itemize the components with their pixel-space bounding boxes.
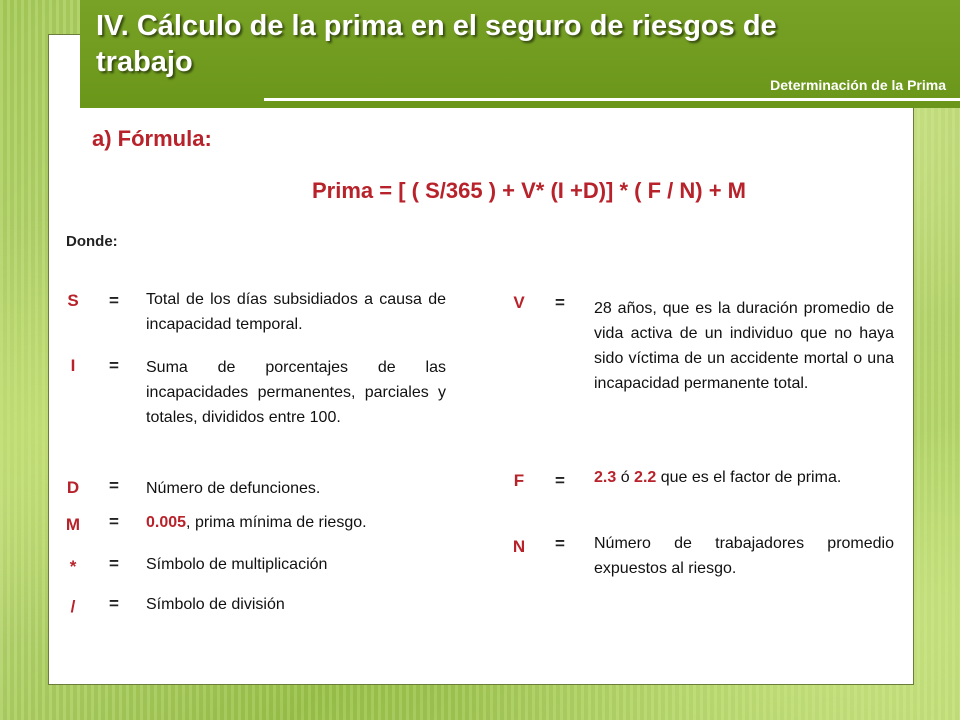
symbol-divide: / — [70, 597, 76, 616]
desc-s: Total de los días subsidiados a causa de incapacidad temporal. — [146, 291, 446, 333]
equals-multiply: = — [109, 554, 119, 573]
equals-n: = — [555, 534, 565, 553]
equals-i: = — [109, 356, 119, 375]
symbol-s: S — [67, 291, 79, 310]
desc-f: 2.3 ó 2.2 que es el factor de prima. — [594, 469, 842, 486]
factor-value-1: 2.3 — [594, 469, 617, 486]
equals-f: = — [555, 471, 565, 490]
equals-s: = — [109, 291, 119, 310]
factor-value-2: 2.2 — [634, 469, 657, 486]
equals-d: = — [109, 476, 119, 495]
formula: Prima = [ ( S/365 ) + V* (I +D)] * ( F / N) + M — [312, 178, 746, 203]
desc-i: Suma de porcentajes de las incapacidades permanentes, parciales y totales, divididos entre 100. — [146, 359, 446, 426]
desc-d: Número de defunciones. — [146, 480, 321, 497]
equals-divide: = — [109, 594, 119, 613]
donde-label: Donde: — [66, 233, 118, 250]
desc-n: Número de trabajadores promedio expuestos al riesgo. — [594, 535, 894, 577]
desc-v: 28 años, que es la duración promedio de vida activa de un individuo que no haya sido víctima de un accidente mortal o una incapacidad permanente total. — [594, 300, 894, 392]
section-heading: a) Fórmula: — [92, 126, 212, 151]
slide-subtitle: Determinación de la Prima — [770, 77, 946, 93]
slide-title: IV. Cálculo de la prima en el seguro de riesgos de trabajo — [96, 10, 777, 78]
symbol-multiply: * — [69, 557, 77, 576]
symbol-d: D — [66, 478, 80, 497]
symbol-n: N — [512, 537, 526, 556]
symbol-i: I — [70, 356, 76, 375]
subtitle-underline — [264, 98, 960, 101]
equals-m: = — [109, 512, 119, 531]
symbol-f: F — [513, 471, 525, 490]
equals-v: = — [555, 293, 565, 312]
desc-divide: Símbolo de división — [146, 596, 285, 613]
desc-m: 0.005, prima mínima de riesgo. — [146, 514, 367, 531]
symbol-v: V — [513, 293, 525, 312]
desc-multiply: Símbolo de multiplicación — [146, 556, 328, 573]
min-premium-value: 0.005 — [146, 514, 187, 531]
symbol-m: M — [65, 515, 81, 534]
